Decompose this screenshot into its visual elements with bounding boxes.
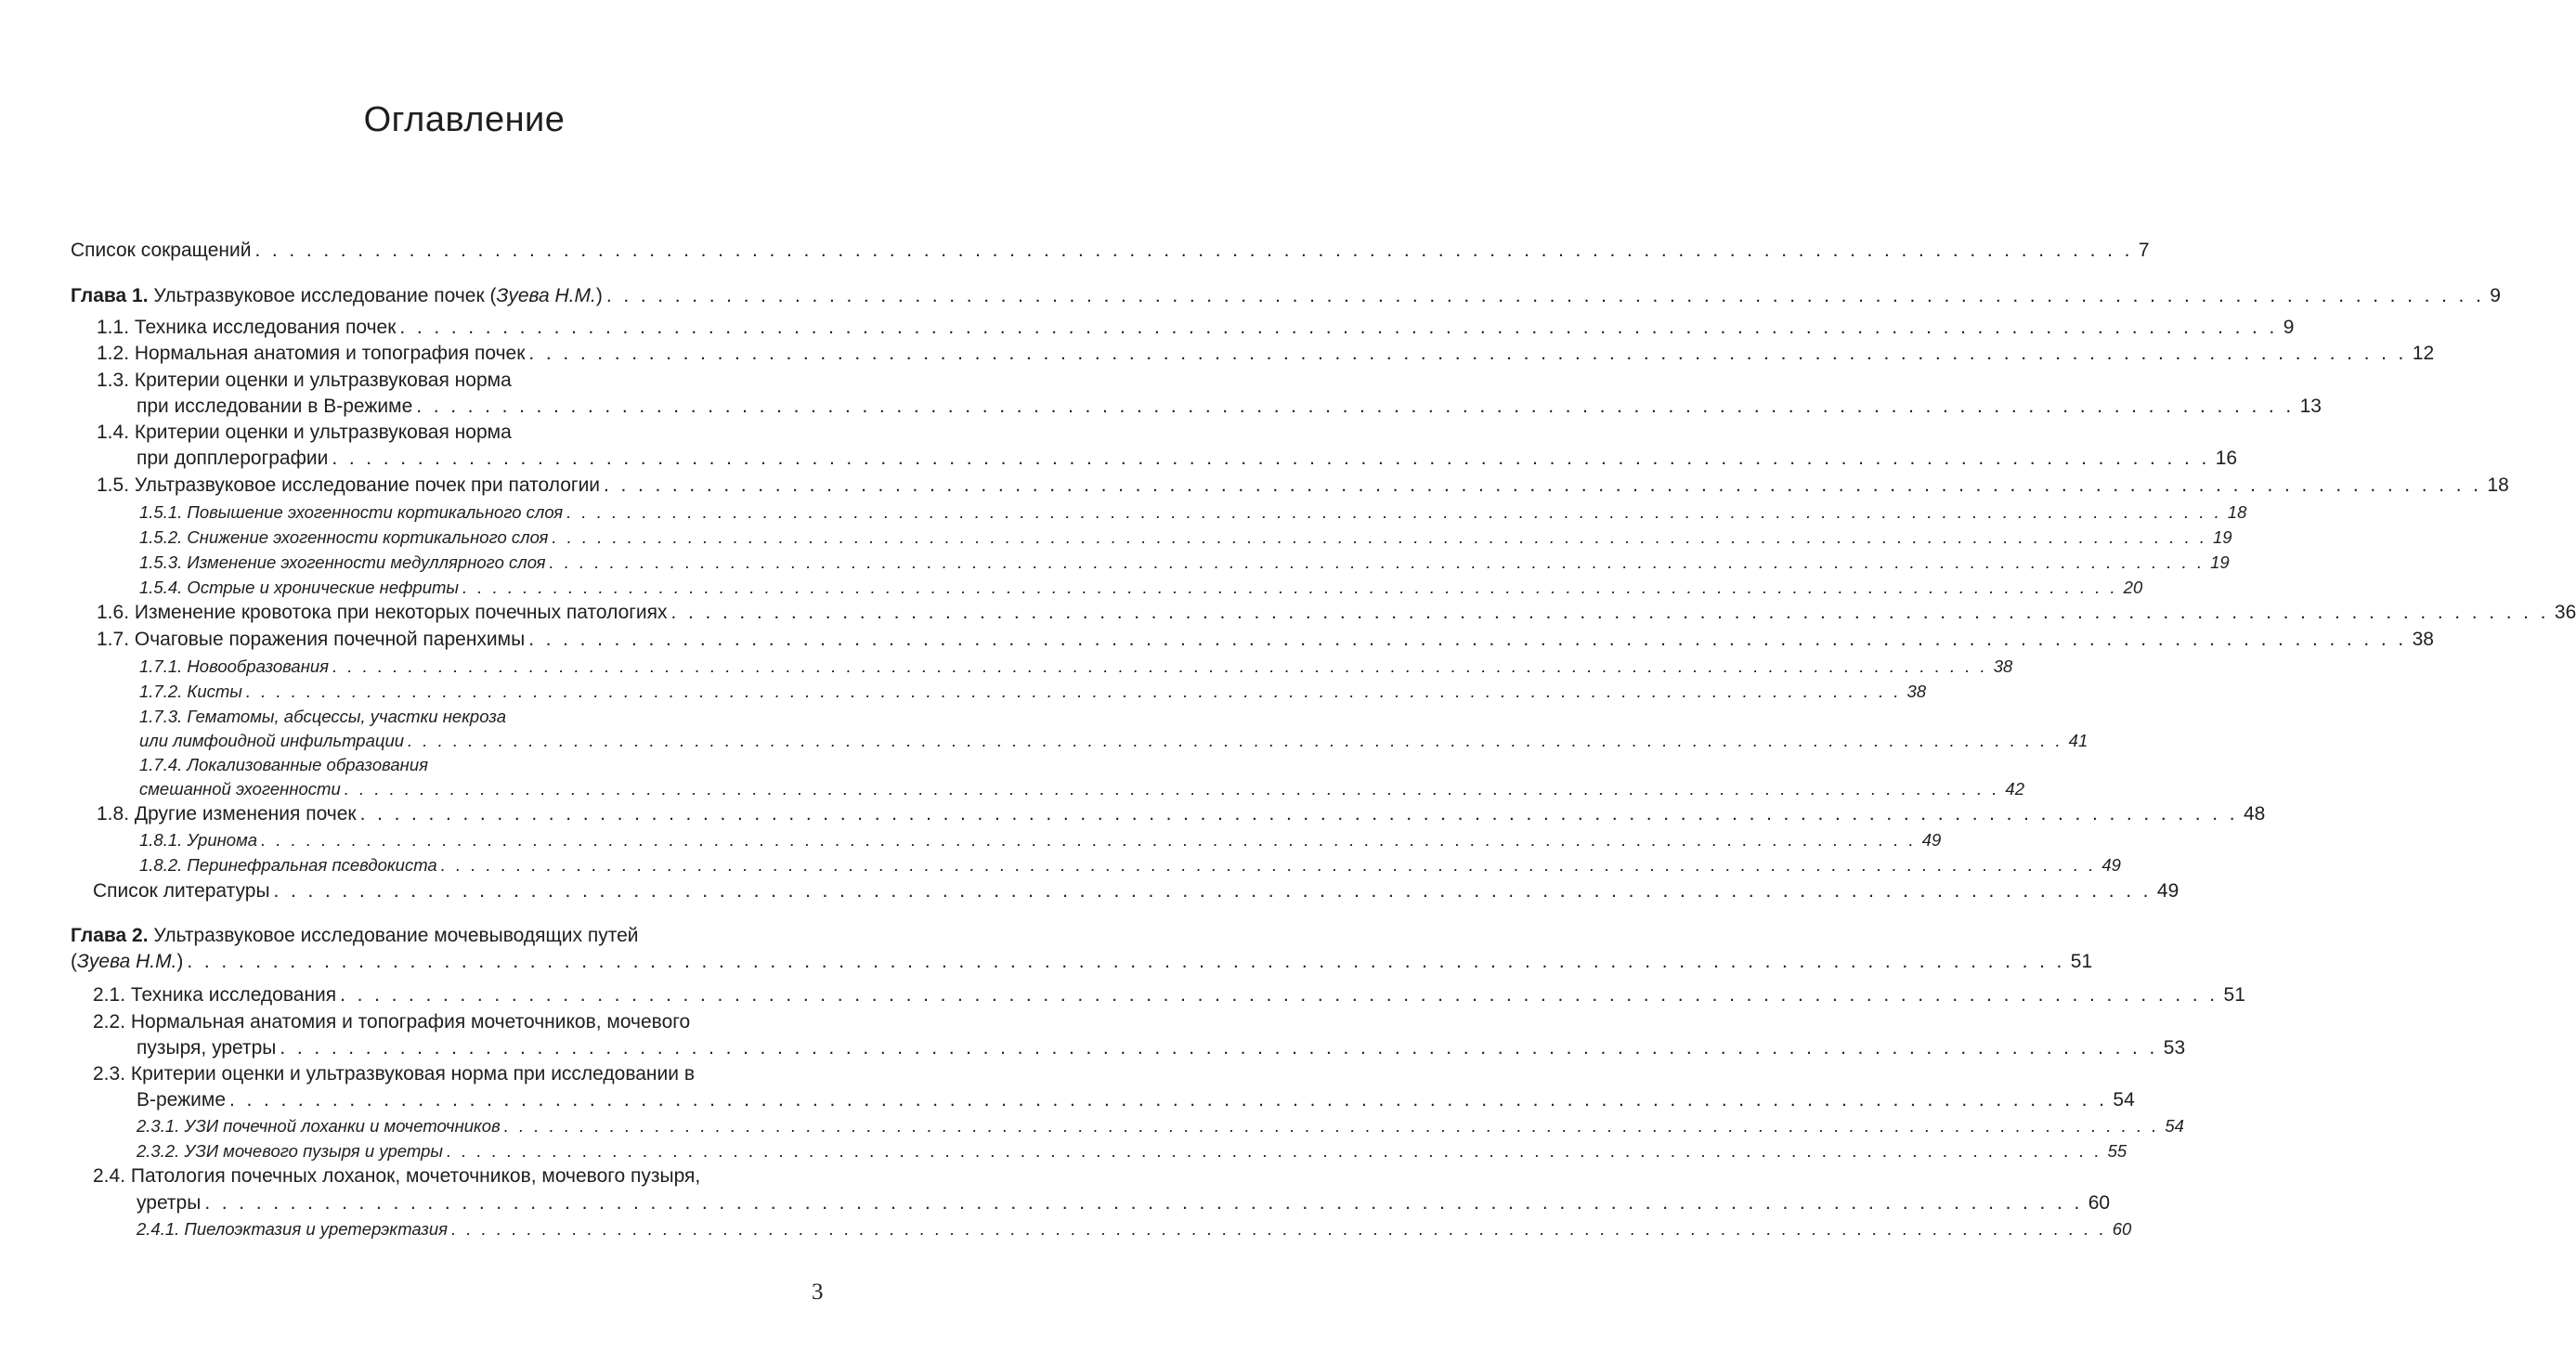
chapter-prefix: Глава 2. [71,925,149,946]
dot-leader: . . . . . . . . . . . . . . . . . . . . . . . . . . . . . . . . . . . . . . . . . . . . . . . . . . . . . . . . . . . . . . . . . . . . . . . . . . . . . . . . . . . . . . . . . . . . . . . . . . . . . . . . . . . . . . [261,830,1917,850]
dot-leader: . . . . . . . . . . . . . . . . . . . . . . . . . . . . . . . . . . . . . . . . . . . . . . . . . . . . . . . . . . . . . . . . . . . . . . . . . . . . . . . . . . . . . . . . . . . . . . . . . . . . . . . . . . . . . . [604,474,2482,496]
toc-entry-2-3[interactable] [137,1088,2135,1112]
toc-entry-page: 7 [2138,240,2150,261]
toc-entry-1-2[interactable] [97,342,2435,366]
toc-entry-label: 1.5.1. Повышение эхогенности кортикального слоя [139,502,564,522]
toc-entry-page: 13 [2299,396,2322,417]
toc-entry-label: 1.1. Техника исследования почек [97,317,397,338]
dot-leader: . . . . . . . . . . . . . . . . . . . . . . . . . . . . . . . . . . . . . . . . . . . . . . . . . . . . . . . . . . . . . . . . . . . . . . . . . . . . . . . . . . . . . . . . . . . . . . . . . . . . . . . . . . . . . . [280,1037,2158,1059]
dot-leader: . . . . . . . . . . . . . . . . . . . . . . . . . . . . . . . . . . . . . . . . . . . . . . . . . . . . . . . . . . . . . . . . . . . . . . . . . . . . . . . . . . . . . . . . . . . . . . . . . . . . . . . . . . . . . . [503,1116,2160,1136]
dot-leader: . . . . . . . . . . . . . . . . . . . . . . . . . . . . . . . . . . . . . . . . . . . . . . . . . . . . . . . . . . . . . . . . . . . . . . . . . . . . . . . . . . . . . . . . . . . . . . . . . . . . . . . . . . . . . . [528,343,2407,364]
toc-entry-1-1[interactable] [97,316,2295,340]
toc-entry-1-8-1[interactable] [139,828,1942,852]
chapter-title: Ультразвуковое исследование мочевыводящих путей [153,925,639,946]
toc-entry-2-3-line1[interactable]: 2.3. Критерии оценки и ультразвуковая норма при исследовании в [93,1063,695,1085]
toc-entry-page: 18 [2487,474,2509,496]
toc-entry-1-5-2[interactable] [139,526,2232,550]
toc-entry-label: 1.8.1. Уринома [139,830,258,850]
dot-leader: . . . . . . . . . . . . . . . . . . . . . . . . . . . . . . . . . . . . . . . . . . . . . . . . . . . . . . . . . . . . . . . . . . . . . . . . . . . . . . . . . . . . . . . . . . . . . . . . . . . . . . . . . . . . . . [440,855,2097,875]
dot-leader: . . . . . . . . . . . . . . . . . . . . . . . . . . . . . . . . . . . . . . . . . . . . . . . . . . . . . . . . . . . . . . . . . . . . . . . . . . . . . . . . . . . . . . . . . . . . . . . . . . . . . . . . . . . . . . [451,1219,2107,1239]
toc-entry-page: 20 [2123,578,2143,597]
toc-entry-label: В-режиме [137,1089,227,1111]
toc-entry-2-2[interactable] [137,1036,2186,1060]
toc-entry-page: 36 [2554,602,2576,623]
dot-leader: . . . . . . . . . . . . . . . . . . . . . . . . . . . . . . . . . . . . . . . . . . . . . . . . . . . . . . . . . . . . . . . . . . . . . . . . . . . . . . . . . . . . . . . . . . . . . . . . . . . . . . . . . . . . . . [254,240,2133,261]
toc-entry-abbreviations[interactable] [71,239,2150,263]
chapter-paren-open: ( [71,951,77,972]
toc-entry-2-1[interactable] [93,983,2245,1007]
chapter-paren-close: ) [176,951,184,972]
dot-leader: . . . . . . . . . . . . . . . . . . . . . . . . . . . . . . . . . . . . . . . . . . . . . . . . . . . . . . . . . . . . . . . . . . . . . . . . . . . . . . . . . . . . . . . . . . . . . . . . . . . . . . . . . . . . . . [408,731,2063,750]
dot-leader: . . . . . . . . . . . . . . . . . . . . . . . . . . . . . . . . . . . . . . . . . . . . . . . . . . . . . . . . . . . . . . . . . . . . . . . . . . . . . . . . . . . . . . . . . . . . . . . . . . . . . . . . . . . . . . [416,396,2295,417]
toc-entry-page: 38 [2412,629,2434,650]
chapter-prefix: Глава 1. [71,285,149,306]
dot-leader: . . . . . . . . . . . . . . . . . . . . . . . . . . . . . . . . . . . . . . . . . . . . . . . . . . . . . . . . . . . . . . . . . . . . . . . . . . . . . . . . . . . . . . . . . . . . . . . . . . . . . . . . . . . . . . [462,578,2118,597]
chapter-title: Ультразвуковое исследование почек ( [153,285,497,306]
toc-entry-label: 1.7.2. Кисты [139,682,242,701]
toc-entry-label: 2.3.1. УЗИ почечной лоханки и мочеточников [137,1116,501,1136]
toc-entry-page: 54 [2165,1116,2184,1136]
toc-entry-1-8-2[interactable] [139,853,2121,877]
page-title: Оглавление [363,100,566,139]
toc-entry-page: 16 [2215,448,2238,469]
toc-entry-2-3-1[interactable] [137,1114,2184,1138]
toc-chapter-2[interactable] [71,950,2093,974]
toc-chapter-1[interactable] [71,284,2501,308]
toc-entry-page: 19 [2210,552,2230,572]
toc-entry-1-5-1[interactable] [139,500,2247,525]
dot-leader: . . . . . . . . . . . . . . . . . . . . . . . . . . . . . . . . . . . . . . . . . . . . . . . . . . . . . . . . . . . . . . . . . . . . . . . . . . . . . . . . . . . . . . . . . . . . . . . . . . . . . . . . . . . . . . [670,602,2549,623]
dot-leader: . . . . . . . . . . . . . . . . . . . . . . . . . . . . . . . . . . . . . . . . . . . . . . . . . . . . . . . . . . . . . . . . . . . . . . . . . . . . . . . . . . . . . . . . . . . . . . . . . . . . . . . . . . . . . . [245,682,1902,701]
toc-entry-label: Список сокращений [71,240,252,261]
toc-entry-1-3-line1[interactable]: 1.3. Критерии оценки и ультразвуковая норма [97,370,512,391]
toc-entry-1-4-line1[interactable]: 1.4. Критерии оценки и ультразвуковая норма [97,422,512,443]
toc-entry-1-5[interactable] [97,474,2509,498]
toc-entry-page: 60 [2112,1219,2132,1239]
toc-entry-1-6[interactable] [97,601,2576,625]
toc-entry-label: 1.5. Ультразвуковое исследование почек при патологии [97,474,601,496]
toc-entry-1-5-4[interactable] [139,576,2143,600]
dot-leader: . . . . . . . . . . . . . . . . . . . . . . . . . . . . . . . . . . . . . . . . . . . . . . . . . . . . . . . . . . . . . . . . . . . . . . . . . . . . . . . . . . . . . . . . . . . . . . . . . . . . . . . . . . . . . . [605,285,2485,306]
toc-entry-1-4[interactable] [137,447,2238,471]
dot-leader: . . . . . . . . . . . . . . . . . . . . . . . . . . . . . . . . . . . . . . . . . . . . . . . . . . . . . . . . . . . . . . . . . . . . . . . . . . . . . . . . . . . . . . . . . . . . . . . . . . . . . . . . . . . . . . [399,317,2278,338]
dot-leader: . . . . . . . . . . . . . . . . . . . . . . . . . . . . . . . . . . . . . . . . . . . . . . . . . . . . . . . . . . . . . . . . . . . . . . . . . . . . . . . . . . . . . . . . . . . . . . . . . . . . . . . . . . . . . . [446,1141,2102,1161]
toc-entry-label: при допплерографии [137,448,329,469]
chapter-author: Зуева Н.М. [77,951,177,972]
dot-leader: . . . . . . . . . . . . . . . . . . . . . . . . . . . . . . . . . . . . . . . . . . . . . . . . . . . . . . . . . . . . . . . . . . . . . . . . . . . . . . . . . . . . . . . . . . . . . . . . . . . . . . . . . . . . . . [273,880,2152,902]
toc-entry-page: 41 [2068,731,2088,750]
toc-entry-page: 9 [2490,285,2501,306]
toc-entry-page: 49 [1921,830,1942,850]
toc-entry-label: 1.5.2. Снижение эхогенности кортикального слоя [139,527,549,547]
toc-entry-label: 1.6. Изменение кровотока при некоторых почечных патологиях [97,602,668,623]
toc-entry-1-7-4[interactable] [139,777,2024,801]
toc-entry-2-4-1[interactable] [137,1217,2132,1241]
dot-leader: . . . . . . . . . . . . . . . . . . . . . . . . . . . . . . . . . . . . . . . . . . . . . . . . . . . . . . . . . . . . . . . . . . . . . . . . . . . . . . . . . . . . . . . . . . . . . . . . . . . . . . . . . . . . . . [187,951,2065,972]
toc-entry-label: 2.1. Техника исследования [93,984,337,1006]
toc-entry-1-7-2[interactable] [139,680,1927,704]
toc-entry-page: 49 [2101,855,2121,875]
toc-entry-label: смешанной эхогенности [139,779,341,799]
toc-entry-1-7-3[interactable] [139,729,2088,753]
toc-entry-2-2-line1[interactable]: 2.2. Нормальная анатомия и топография мочеточников, мочевого [93,1011,691,1033]
toc-entry-2-4-line1[interactable]: 2.4. Патология почечных лоханок, мочеточников, мочевого пузыря, [93,1165,701,1187]
toc-entry-label: 2.3.2. УЗИ мочевого пузыря и уретры [137,1141,443,1161]
toc-entry-label: 1.7.1. Новообразования [139,656,330,676]
dot-leader: . . . . . . . . . . . . . . . . . . . . . . . . . . . . . . . . . . . . . . . . . . . . . . . . . . . . . . . . . . . . . . . . . . . . . . . . . . . . . . . . . . . . . . . . . . . . . . . . . . . . . . . . . . . . . . [359,803,2238,825]
toc-entry-page: 51 [2070,951,2093,972]
toc-entry-page: 48 [2243,803,2266,825]
toc-entry-1-8[interactable] [97,802,2266,826]
toc-entry-page: 9 [2283,317,2295,338]
dot-leader: . . . . . . . . . . . . . . . . . . . . . . . . . . . . . . . . . . . . . . . . . . . . . . . . . . . . . . . . . . . . . . . . . . . . . . . . . . . . . . . . . . . . . . . . . . . . . . . . . . . . . . . . . . . . . . [344,779,2000,799]
dot-leader: . . . . . . . . . . . . . . . . . . . . . . . . . . . . . . . . . . . . . . . . . . . . . . . . . . . . . . . . . . . . . . . . . . . . . . . . . . . . . . . . . . . . . . . . . . . . . . . . . . . . . . . . . . . . . . [340,984,2218,1006]
toc-entry-page: 51 [2223,984,2245,1006]
chapter-paren-close: ) [595,285,603,306]
dot-leader: . . . . . . . . . . . . . . . . . . . . . . . . . . . . . . . . . . . . . . . . . . . . . . . . . . . . . . . . . . . . . . . . . . . . . . . . . . . . . . . . . . . . . . . . . . . . . . . . . . . . . . . . . . . . . . [204,1192,2083,1214]
chapter-author-line [71,950,183,974]
dot-leader: . . . . . . . . . . . . . . . . . . . . . . . . . . . . . . . . . . . . . . . . . . . . . . . . . . . . . . . . . . . . . . . . . . . . . . . . . . . . . . . . . . . . . . . . . . . . . . . . . . . . . . . . . . . . . . [229,1089,2108,1111]
toc-entry-page: 38 [1906,682,1927,701]
toc-entry-page: 49 [2156,880,2179,902]
toc-entry-1-7-1[interactable] [139,655,2013,679]
toc-chapter-2-line1[interactable] [71,924,639,948]
dot-leader: . . . . . . . . . . . . . . . . . . . . . . . . . . . . . . . . . . . . . . . . . . . . . . . . . . . . . . . . . . . . . . . . . . . . . . . . . . . . . . . . . . . . . . . . . . . . . . . . . . . . . . . . . . . . . . [528,629,2407,650]
toc-entry-label: 1.8. Другие изменения почек [97,803,357,825]
toc-entry-page: 18 [2227,502,2247,522]
toc-entry-page: 53 [2163,1037,2186,1059]
toc-entry-label: или лимфоидной инфильтрации [139,731,405,750]
toc-entry-1-3[interactable] [137,395,2322,419]
toc-entry-page: 12 [2412,343,2435,364]
toc-entry-1-7-4-line1[interactable]: 1.7.4. Локализованные образования [139,755,428,774]
chapter-heading [71,284,603,308]
toc-entry-label: уретры [137,1192,202,1214]
chapter-author: Зуева Н.М. [496,285,596,306]
toc-entry-label: 2.4.1. Пиелоэктазия и уретерэктазия [137,1219,449,1239]
page-number: 3 [812,1280,824,1305]
toc-entry-label: пузыря, уретры [137,1037,277,1059]
toc-entry-1-7[interactable] [97,628,2434,652]
toc-entry-page: 19 [2213,527,2232,547]
toc-entry-label: 1.7. Очаговые поражения почечной паренхимы [97,629,526,650]
dot-leader: . . . . . . . . . . . . . . . . . . . . . . . . . . . . . . . . . . . . . . . . . . . . . . . . . . . . . . . . . . . . . . . . . . . . . . . . . . . . . . . . . . . . . . . . . . . . . . . . . . . . . . . . . . . . . . [552,527,2208,547]
dot-leader: . . . . . . . . . . . . . . . . . . . . . . . . . . . . . . . . . . . . . . . . . . . . . . . . . . . . . . . . . . . . . . . . . . . . . . . . . . . . . . . . . . . . . . . . . . . . . . . . . . . . . . . . . . . . . . [332,656,1988,676]
toc-entry-label: 1.8.2. Перинефральная псевдокиста [139,855,437,875]
toc-entry-page: 60 [2088,1192,2111,1214]
toc-entry-label: при исследовании в В-режиме [137,396,413,417]
toc-entry-page: 38 [1993,656,2013,676]
toc-entry-page: 55 [2107,1141,2127,1161]
toc-entry-1-7-3-line1[interactable]: 1.7.3. Гематомы, абсцессы, участки некроза [139,707,506,726]
toc-entry-page: 54 [2113,1089,2135,1111]
toc-entry-1-5-3[interactable] [139,551,2230,575]
dot-leader: . . . . . . . . . . . . . . . . . . . . . . . . . . . . . . . . . . . . . . . . . . . . . . . . . . . . . . . . . . . . . . . . . . . . . . . . . . . . . . . . . . . . . . . . . . . . . . . . . . . . . . . . . . . . . . [549,552,2205,572]
toc-entry-references[interactable] [93,879,2179,903]
toc-entry-2-3-2[interactable] [137,1139,2127,1163]
toc-entry-label: 1.5.3. Изменение эхогенности медуллярного слоя [139,552,546,572]
toc-entry-label: 1.2. Нормальная анатомия и топография почек [97,343,526,364]
dot-leader: . . . . . . . . . . . . . . . . . . . . . . . . . . . . . . . . . . . . . . . . . . . . . . . . . . . . . . . . . . . . . . . . . . . . . . . . . . . . . . . . . . . . . . . . . . . . . . . . . . . . . . . . . . . . . . [566,502,2222,522]
toc-entry-page: 42 [2005,779,2024,799]
toc-entry-2-4[interactable] [137,1191,2111,1215]
dot-leader: . . . . . . . . . . . . . . . . . . . . . . . . . . . . . . . . . . . . . . . . . . . . . . . . . . . . . . . . . . . . . . . . . . . . . . . . . . . . . . . . . . . . . . . . . . . . . . . . . . . . . . . . . . . . . . [332,448,2210,469]
toc-entry-label: Список литературы [93,880,270,902]
toc-entry-label: 1.5.4. Острые и хронические нефриты [139,578,460,597]
